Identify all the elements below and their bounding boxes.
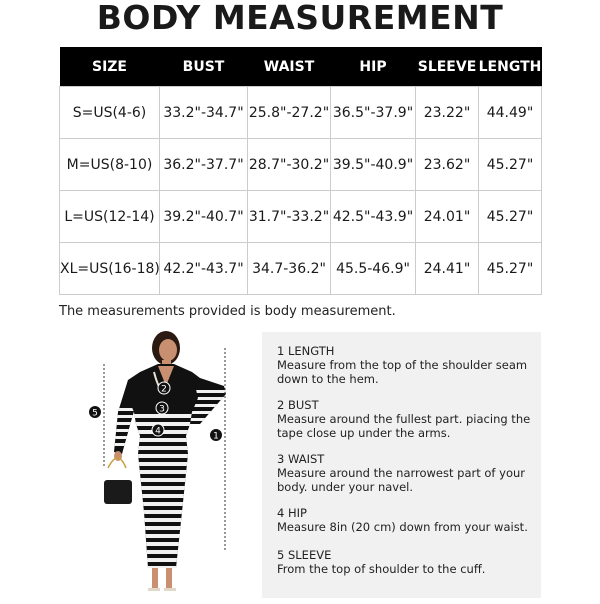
table-cell: 42.5"-43.9"	[331, 191, 416, 243]
table-header-row	[60, 47, 542, 87]
instruction-heading: 2 BUST	[277, 398, 319, 412]
table-cell: 36.2"-37.7"	[160, 139, 248, 191]
column-header: HIP	[331, 47, 416, 87]
instruction-body: Measure 8in (20 cm) down from your waist.	[277, 520, 528, 534]
instruction-body: Measure around the fullest part. piacing the tape close up under the arms.	[277, 412, 531, 440]
marker-label: 4	[155, 426, 161, 437]
instruction-heading: 4 HIP	[277, 506, 307, 520]
instruction-hip	[277, 506, 532, 534]
table-cell: 39.2"-40.7"	[160, 191, 248, 243]
dress-stripe	[118, 550, 218, 554]
column-header: LENGTH	[479, 47, 542, 87]
instruction-body: From the top of shoulder to the cuff.	[277, 562, 486, 576]
table-cell: 45.27"	[479, 243, 542, 295]
table-cell: 33.2"-34.7"	[160, 87, 248, 139]
dress-stripe	[118, 542, 218, 546]
dress-stripe	[118, 558, 218, 562]
instruction-heading: 5 SLEEVE	[277, 548, 332, 562]
table-cell: 39.5"-40.9"	[331, 139, 416, 191]
model-illustration	[88, 328, 238, 600]
dress-stripe	[118, 470, 218, 474]
dress-stripe	[118, 534, 218, 538]
dress-stripe	[118, 430, 218, 434]
table-cell: 28.7"-30.2"	[248, 139, 331, 191]
table-cell: 36.5"-37.9"	[331, 87, 416, 139]
table-row	[60, 139, 542, 191]
table-cell: 45.5-46.9"	[331, 243, 416, 295]
instruction-body: Measure around the narrowest part of your body. under your navel.	[277, 466, 525, 494]
table-cell: XL=US(16-18)	[60, 243, 160, 295]
column-header: BUST	[160, 47, 248, 87]
table-cell: M=US(8-10)	[60, 139, 160, 191]
table-cell: 42.2"-43.7"	[160, 243, 248, 295]
marker-waist	[156, 402, 168, 415]
dress-stripe	[118, 502, 218, 506]
dress-stripe	[118, 422, 218, 426]
dress-stripe	[118, 518, 218, 522]
table-cell: L=US(12-14)	[60, 191, 160, 243]
marker-bust	[158, 382, 170, 395]
table-cell: 34.7-36.2"	[248, 243, 331, 295]
dress-stripe	[118, 462, 218, 466]
table-cell: 45.27"	[479, 191, 542, 243]
instruction-waist	[277, 452, 532, 494]
table-row	[60, 191, 542, 243]
dress-stripe	[118, 446, 218, 450]
table-cell: 45.27"	[479, 139, 542, 191]
column-header: SLEEVE	[416, 47, 479, 87]
table-cell: 23.22"	[416, 87, 479, 139]
dress-stripe	[118, 486, 218, 490]
instruction-body: Measure from the top of the shoulder seam down to the hem.	[277, 358, 528, 386]
marker-length	[210, 429, 222, 442]
model-figure	[88, 328, 238, 600]
page-title: BODY MEASUREMENT	[96, 0, 504, 37]
instruction-heading: 1 LENGTH	[277, 344, 335, 358]
measurement-note: The measurements provided is body measurement.	[59, 304, 396, 319]
size-chart-table	[59, 47, 542, 295]
table-cell: 31.7"-33.2"	[248, 191, 331, 243]
table-row	[60, 243, 542, 295]
table-row	[60, 87, 542, 139]
dress-stripe	[118, 510, 218, 514]
marker-hip	[152, 424, 164, 437]
dress-stripe	[118, 494, 218, 498]
dress-stripe	[118, 526, 218, 530]
table-cell: 24.01"	[416, 191, 479, 243]
marker-label: 5	[92, 408, 98, 419]
column-header: SIZE	[60, 47, 160, 87]
table-cell: S=US(4-6)	[60, 87, 160, 139]
marker-label: 2	[161, 384, 167, 395]
marker-label: 3	[159, 404, 165, 415]
instruction-length	[277, 344, 532, 386]
column-header: WAIST	[248, 47, 331, 87]
instruction-sleeve	[277, 548, 532, 576]
dress-stripe	[118, 454, 218, 458]
marker-label: 1	[213, 431, 219, 442]
dress-stripe	[118, 438, 218, 442]
dress-stripe	[118, 478, 218, 482]
marker-sleeve	[89, 406, 101, 419]
table-cell: 44.49"	[479, 87, 542, 139]
table-cell: 23.62"	[416, 139, 479, 191]
instruction-bust	[277, 398, 532, 440]
table-cell: 25.8"-27.2"	[248, 87, 331, 139]
instruction-heading: 3 WAIST	[277, 452, 325, 466]
table-cell: 24.41"	[416, 243, 479, 295]
measurement-instructions	[262, 332, 541, 598]
